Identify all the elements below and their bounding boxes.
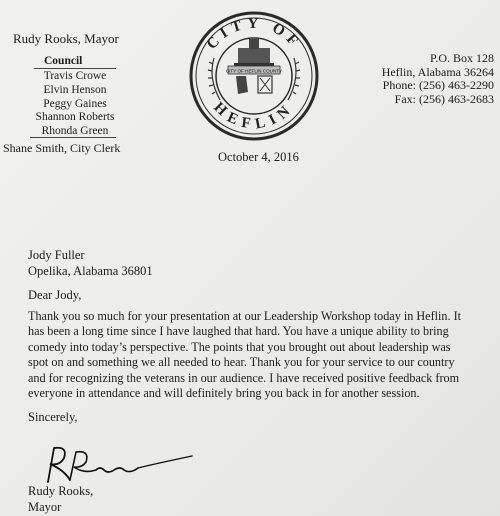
signer-title: Mayor (28, 500, 62, 514)
recipient-name: Jody Fuller (28, 248, 85, 262)
svg-text:HEFLIN (210, 99, 297, 132)
fax-number: Fax: (256) 463-2683 (394, 91, 494, 106)
mayor-name: Rudy Rooks, Mayor (13, 31, 119, 46)
phone-number: Phone: (256) 463-2290 (382, 78, 494, 93)
body-line: Thank you so much for your presentation at our Leadership Workshop today in Heflin. It (28, 309, 462, 323)
body-line: comedy into today’s perspective. The points that you brought out about leadership was (28, 339, 451, 354)
closing: Sincerely, (28, 410, 78, 424)
city-clerk: Shane Smith, City Clerk (3, 141, 121, 155)
salutation: Dear Jody, (28, 288, 82, 302)
courthouse-icon (234, 39, 274, 66)
letter-date: October 4, 2016 (218, 150, 299, 164)
seal-banner-text: CITY OF HEFLIN COUNTY (225, 68, 283, 74)
recipient-address: Opelika, Alabama 36801 (28, 264, 153, 278)
council-member: Rhonda Green (41, 125, 109, 138)
council-member: Travis Crowe (43, 70, 107, 82)
letter-body (28, 309, 493, 401)
council-members-list (0, 70, 150, 139)
city-seal-icon (186, 8, 322, 144)
recipient-block (28, 247, 153, 279)
body-line: everyone in attendance and will definitely bring you back in for another session. (28, 386, 420, 401)
signer-block (28, 483, 93, 515)
council-member: Peggy Gaines (43, 97, 107, 110)
contact-block (374, 52, 494, 106)
seal-bottom-text: HEFLIN (210, 99, 298, 133)
council-member: Shannon Roberts (35, 111, 115, 124)
seal-top-text: CITY OF (203, 15, 305, 53)
clerk-divider (30, 137, 116, 138)
city-state-zip: Heflin, Alabama 36264 (381, 64, 494, 79)
body-line: spot on and something we all needed to hear. Thank you for your service to our country (28, 355, 455, 370)
state-map-icon (236, 76, 248, 94)
body-line: has been a long time since I have laughed that hard. You have a unique ability to bring (28, 324, 449, 339)
council-member: Elvin Henson (43, 83, 107, 96)
po-box: P.O. Box 128 (429, 51, 494, 65)
body-line: and for recognizing the veterans in our audience. I have received positive feedback from (28, 370, 460, 385)
signer-name: Rudy Rooks, (28, 484, 94, 498)
council-heading: Council (44, 55, 83, 67)
council-divider (34, 68, 116, 69)
